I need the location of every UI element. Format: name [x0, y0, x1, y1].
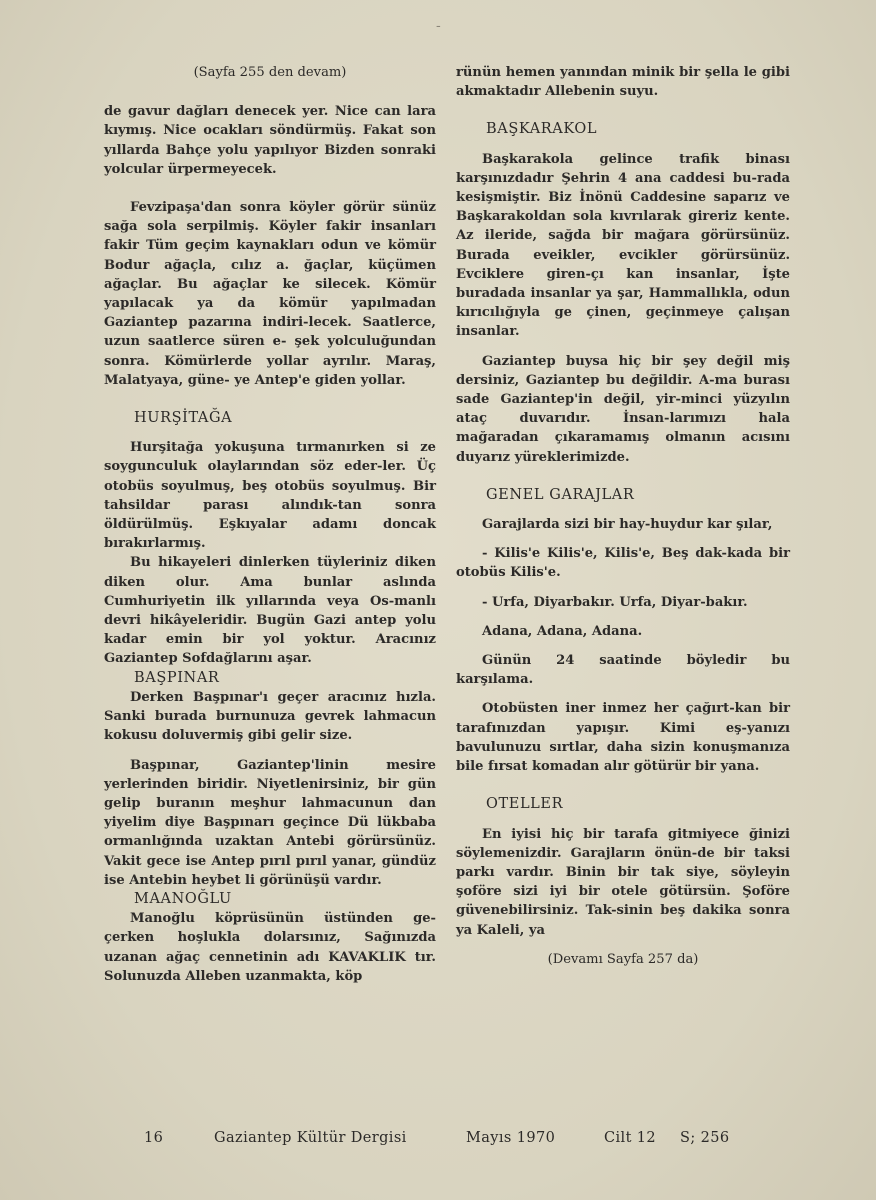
fevzipasa-paragraph: Fevzipaşa'dan sonra köyler görür sünüz sağa sola serpilmiş. Köyler fakir insanları fakir Tüm geçim kaynakları odun ve kömür Bodur ağaçla, cılız a. ğaçlar, küçümen ağaçlar. Bu ağaçlar ke silecek. Kömür yapılacak ya da kömür yapılmadan Gaziantep pazarına indiri-lecek. Saatlerce, uzun saatlerce süren e- şek yolculuğundan sonra. Kömürlerde yollar ayrılır. Maraş, Malatyaya, güne- ye Antep'e giden yollar. [104, 200, 436, 388]
garajlar-paragraph-3: - Urfa, Diyarbakır. Urfa, Diyar-bakır. [482, 594, 748, 610]
intro-paragraph: de gavur dağları denecek yer. Nice can lara kıymış. Nice ocakları söndürmüş. Fakat son yıllarda Bahçe yolu yapılıyor Bizden sonraki yolcular ürpermeyecek. [104, 104, 436, 177]
garajlar-paragraph-2: - Kilis'e Kilis'e, Kilis'e, Beş dak-kada bir otobüs Kilis'e. [456, 546, 790, 581]
baskarakol-paragraph-1: Başkarakola gelince trafik binası karşınızdadır Şehrin 4 ana caddesi bu-rada kesişmiştir. Biz İnönü Caddesine saparız ve Başkarakoldan sola kıvrılarak gireriz kente. Az ileride, sağda bir mağara görürsünüz. Burada eveikler, evcikler görürsünüz. Evciklere giren-çı kan insanlar, İşte buradada insanlar ya şar, Hammallıkla, odun kırıcılığıyla ge çinen, geçinmeye çalışan insanlar. [456, 151, 790, 340]
baskarakol-paragraph-2: Gaziantep buysa hiç bir şey değil miş dersiniz, Gaziantep bu değildir. A-ma burası sade Gaziantep'in değil, yir-minci yüzyılın ataç duvarıdır. İnsan-larımızı hala mağaradan çıkaramamış olmanın acısını duyarız yüreklerimizde. [456, 353, 790, 465]
magazine-title: Gaziantep Kültür Dergisi [214, 1130, 407, 1146]
section-heading-maanoglu: MAANOĞLU [134, 890, 232, 907]
page-number: 16 [144, 1130, 164, 1146]
garajlar-paragraph-1: Garajlarda sizi bir hay-huydur kar şılar, [482, 517, 773, 533]
garajlar-paragraph-4: Adana, Adana, Adana. [482, 623, 643, 639]
baspinar-paragraph-1: Derken Başpınar'ı geçer aracınız hızla. Sanki burada burnunuza gevrek lahmacun kokusu doluvermiş gibi gelir size. [104, 689, 436, 744]
section-heading-hursitaga: HURŞİTAĞA [134, 410, 233, 427]
section-heading-baspinar: BAŞPINAR [134, 669, 220, 686]
page-footer [0, 1130, 876, 1154]
maanoglu-paragraph: Manoğlu köprüsünün üstünden ge-çerken hoşlukla dolarsınız, Sağınızda uzanan ağaç cennetinin adı KAVAKLIK tır. Solunuzda Alleben uzanmakta, köp [104, 911, 436, 984]
garajlar-paragraph-6: Otobüsten iner inmez her çağırt-kan bir tarafınızdan yapışır. Kimi eş-yanızı bavulunuzu sırtlar, daha sizin konuşmanıza bile fırsat komadan alır götürür bir yana. [456, 701, 790, 775]
left-column [104, 63, 436, 986]
top-mark: - [436, 18, 441, 34]
hursitaga-paragraph-1: Hurşitağa yokuşuna tırmanırken si ze soygunculuk olaylarından söz eder-ler. Üç otobüs soyulmuş, beş otobüs soyulmuş. Bir tahsildar parası alındık-tan sonra öldürülmüş. Eşkıyalar adamı doncak bırakırlarmış. [104, 440, 436, 552]
issue-page: S; 256 [680, 1130, 730, 1146]
continuation-note: (Sayfa 255 den devam) [193, 65, 347, 80]
issue-date: Mayıs 1970 [466, 1130, 556, 1146]
continued-note: (Devamı Sayfa 257 da) [547, 951, 699, 967]
continuation-paragraph: rünün hemen yanından minik bir şella le gibi akmaktadır Allebenin suyu. [456, 65, 790, 100]
section-heading-genel-garajlar: GENEL GARAJLAR [486, 486, 635, 503]
baspinar-paragraph-2: Başpınar, Gaziantep'linin mesire yerlerinden biridir. Niyetlenirsiniz, bir gün gelip buranın meşhur lahmacunun dan yiyelim diye Başpınarı geçince Dü lükbaba ormanlığında uzaktan Antebi görürsünüz. Vakit gece ise Antep pırıl pırıl yanar, gündüz ise Antebin heybet li görünüşü vardır. [104, 757, 436, 888]
section-heading-oteller: OTELLER [486, 796, 564, 813]
oteller-paragraph: En iyisi hiç bir tarafa gitmiyece ğinizi söylemenizdir. Garajların önün-de bir taksi parkı vardır. Binin bir tak siye, söyleyin şoföre sizi iyi bir otele götürsün. Şoföre güvenebilirsiniz. Tak-sinin beş dakika sonra ya Kaleli, ya [456, 826, 790, 938]
hursitaga-paragraph-2: Bu hikayeleri dinlerken tüyleriniz diken diken olur. Ama bunlar aslında Cumhuriyetin ilk yıllarında veya Os-manlı devri hikâyeleridir. Bugün Gazi antep yolu kadar emin bir yol yoktur. Aracınız Gaziantep Sofdağlarını aşar. [104, 555, 436, 667]
volume-label: Cilt 12 [604, 1130, 657, 1146]
garajlar-paragraph-5: Günün 24 saatinde böyledir bu karşılama. [456, 653, 790, 688]
section-heading-baskarakol: BAŞKARAKOL [486, 121, 598, 138]
right-column [456, 63, 790, 969]
